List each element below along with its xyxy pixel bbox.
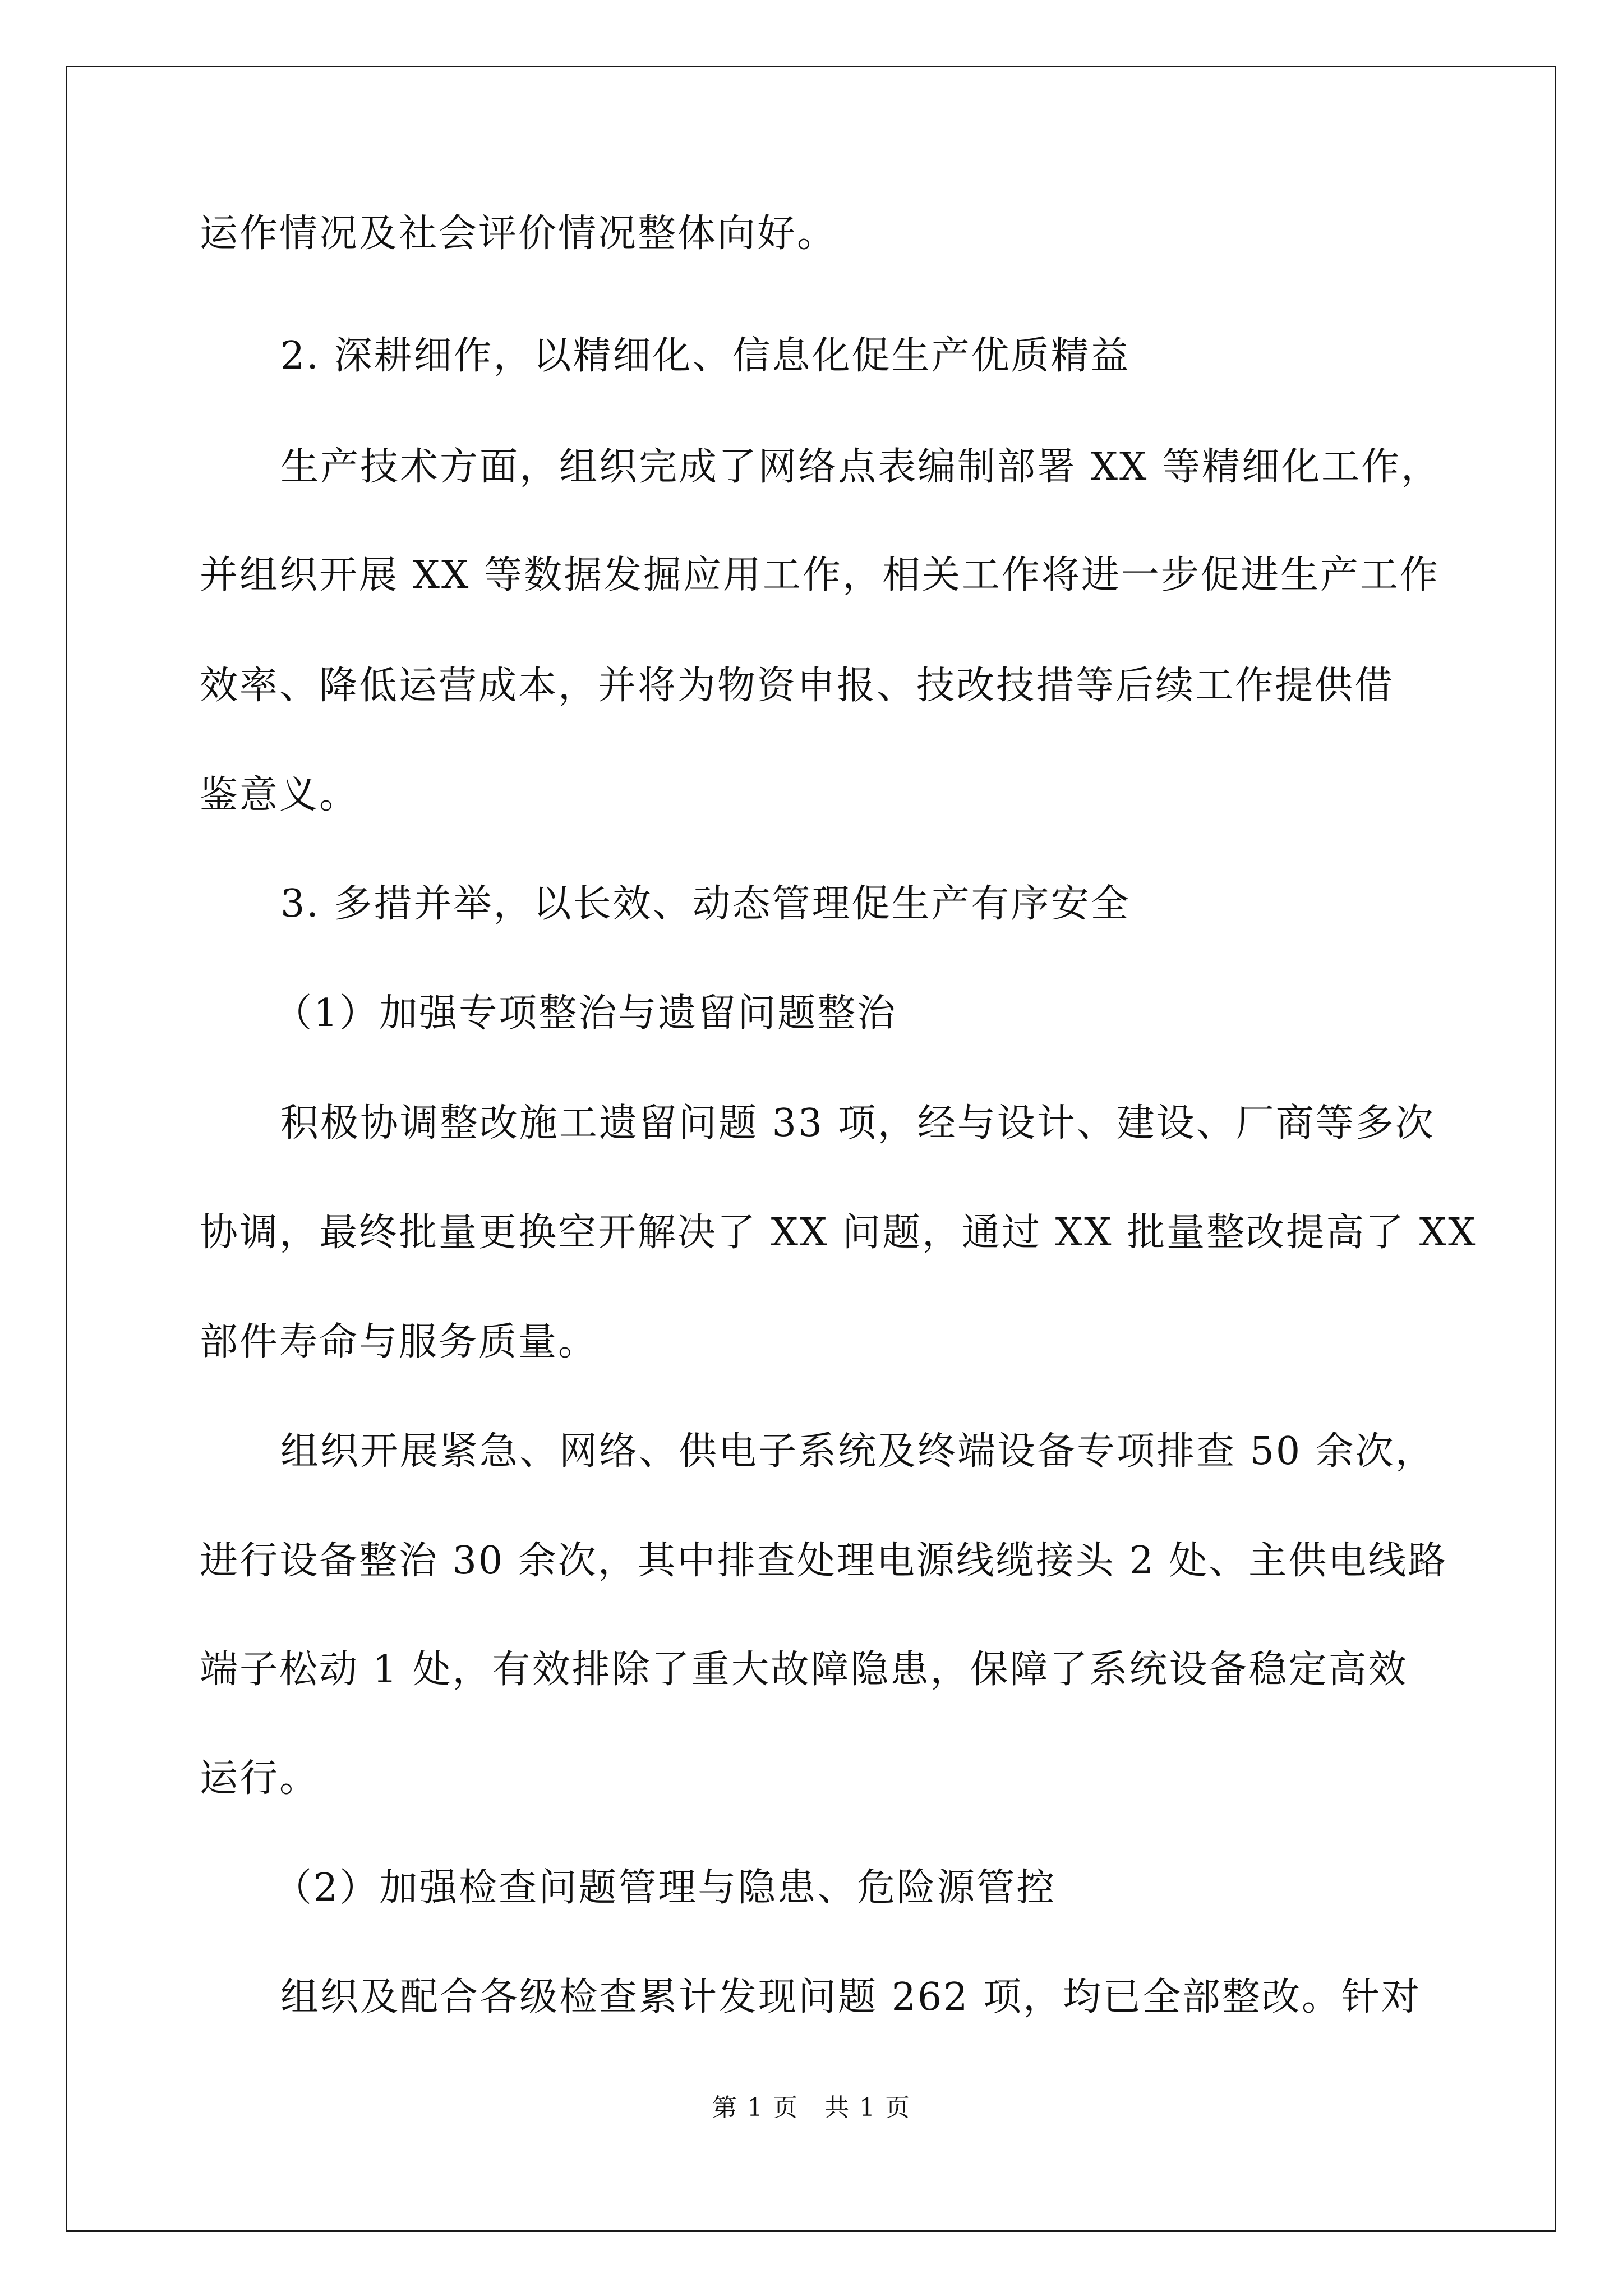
section-heading: 3. 多措并举，以长效、动态管理促生产有序安全 bbox=[280, 882, 1131, 926]
text-line: 效率、降低运营成本，并将为物资申报、技改技措等后续工作提供借 bbox=[200, 664, 1395, 708]
subsection-heading: （2）加强检查问题管理与隐患、危险源管控 bbox=[274, 1866, 1057, 1910]
text-line: 进行设备整治 30 余次，其中排查处理电源线缆接头 2 处、主供电线路 bbox=[200, 1539, 1448, 1583]
text-line: 部件寿命与服务质量。 bbox=[200, 1320, 598, 1364]
text-line: 生产技术方面，组织完成了网络点表编制部署 XX 等精细化工作， bbox=[280, 445, 1441, 489]
page-number: 第 1 页 共 1 页 bbox=[712, 2093, 911, 2122]
text-line: 组织及配合各级检查累计发现问题 262 项，均已全部整改。针对 bbox=[280, 1975, 1422, 2019]
text-line: 积极协调整改施工遗留问题 33 项，经与设计、建设、厂商等多次 bbox=[280, 1101, 1435, 1145]
text-line: 运行。 bbox=[200, 1756, 320, 1801]
section-heading: 2. 深耕细作，以精细化、信息化促生产优质精益 bbox=[280, 334, 1131, 378]
text-line: 运作情况及社会评价情况整体向好。 bbox=[200, 211, 837, 256]
text-line: 组织开展紧急、网络、供电子系统及终端设备专项排查 50 余次， bbox=[280, 1429, 1435, 1474]
text-line: 端子松动 1 处，有效排除了重大故障隐患，保障了系统设备稳定高效 bbox=[200, 1648, 1408, 1692]
subsection-heading: （1）加强专项整治与遗留问题整治 bbox=[274, 991, 897, 1036]
text-line: 协调，最终批量更换空开解决了 XX 问题，通过 XX 批量整改提高了 XX bbox=[200, 1211, 1477, 1255]
text-line: 鉴意义。 bbox=[200, 773, 359, 817]
text-line: 并组织开展 XX 等数据发掘应用工作，相关工作将进一步促进生产工作 bbox=[200, 553, 1440, 597]
